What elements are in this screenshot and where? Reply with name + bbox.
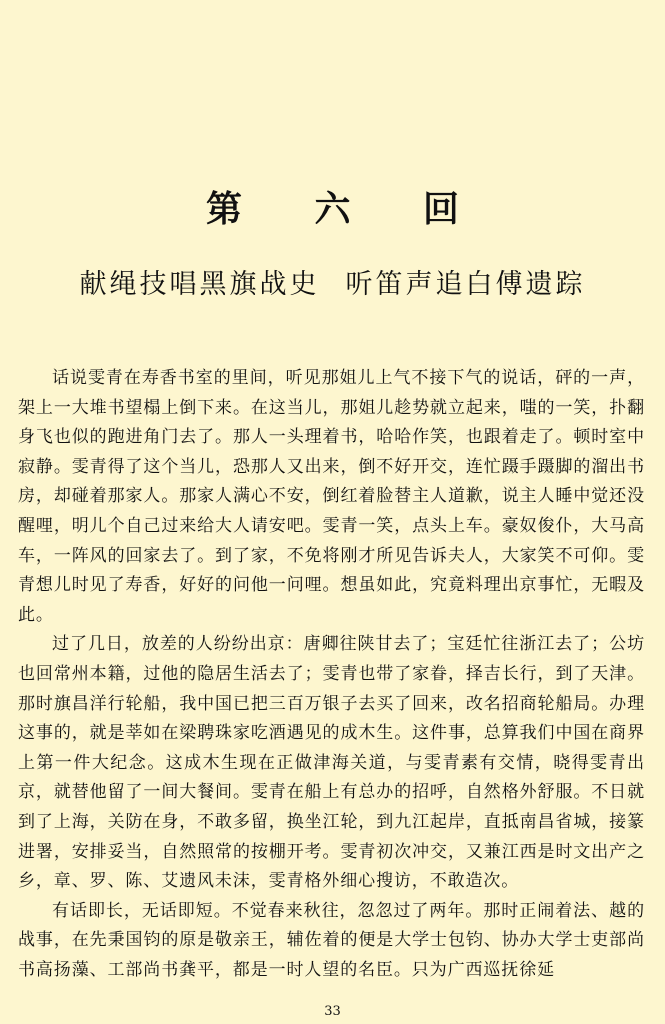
chapter-title-left: 献绳技唱黑旗战史 (79, 269, 320, 300)
paragraph: 有话即长，无话即短。不觉春来秋往，忽忽过了两年。那时正闹着法、越的战事，在先秉国钧的原是敬亲王，辅佐着的便是大学士包钧、协办大学士吏部尚书高扬藻、工部尚书龚平，都是一时人望的名臣。只为广西巡抚徐延 (18, 900, 645, 980)
chapter-title (0, 266, 665, 304)
chapter-number: 第 六 回 (205, 189, 490, 230)
body-text (18, 364, 645, 985)
paragraph: 话说雯青在寿香书室的里间，听见那姐儿上气不接下气的说话，砰的一声，架上一大堆书望榻上倒下来。在这当儿，那姐儿趁势就立起来，嗤的一笑，扑翻身飞也似的跑进角门去了。那人一头理着书，哈哈作笑，也跟着走了。顿时室中寂静。雯青得了这个当儿，恐那人又出来，倒不好开交，连忙蹑手蹑脚的溜出书房，却碰着那家人。那家人满心不安，倒红着脸替主人道歉，说主人睡中觉还没醒哩，明儿个自己过来给大人请安吧。雯青一笑，点头上车。豪奴俊仆，大马高车，一阵风的回家去了。到了家，不免将刚才所见告诉夫人，大家笑不可仰。雯青想儿时见了寿香，好好的问他一问哩。想虽如此，究竟料理出京事忙，无暇及此。 (18, 368, 645, 625)
chapter-title-right: 听笛声追白傅遗踪 (345, 269, 586, 300)
paragraph: 过了几日，放差的人纷纷出京：唐卿往陕甘去了；宝廷忙往浙江去了；公坊也回常州本籍，过他的隐居生活去了；雯青也带了家眷，择吉长行，到了天津。那时旗昌洋行轮船，我中国已把三百万银子去买了回来，改名招商轮船局。办理这事的，就是莘如在梁聘珠家吃酒遇见的成木生。这件事，总算我们中国在商界上第一件大纪念。这成木生现在正做津海关道，与雯青素有交情，晓得雯青出京，就替他留了一间大餐间。雯青在船上有总办的招呼，自然格外舒服。不日就到了上海，关防在身，不敢多留，换坐江轮，到九江起岸，直抵南昌省城，接篆进署，安排妥当，自然照常的按棚开考。雯青初次冲交，又兼江西是时文出产之乡，章、罗、陈、艾遗风未沫，雯青格外细心搜访，不敢造次。 (18, 634, 645, 892)
page-number: 33 (324, 1004, 341, 1019)
